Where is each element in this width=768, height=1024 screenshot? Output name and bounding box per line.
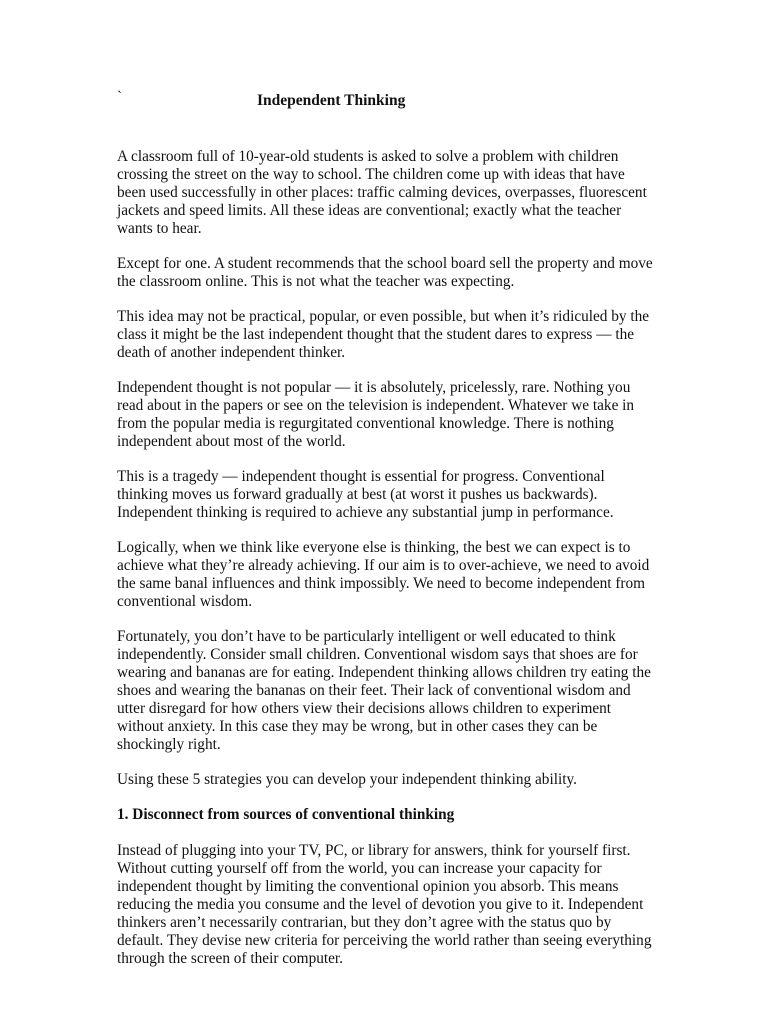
- section-heading-1: 1. Disconnect from sources of conventional thinking: [117, 806, 455, 823]
- stray-backtick: `: [117, 89, 122, 105]
- document-title: Independent Thinking: [257, 92, 406, 109]
- paragraph-not-popular: Independent thought is not popular — it is absolutely, pricelessly, rare. Nothing you read about in the papers or see on the television is independent. Whatever we take in from the popular media is regurgitated conventional knowledge. There is nothing independent about most of the world.: [117, 379, 635, 450]
- paragraph-ridiculed: This idea may not be practical, popular, or even possible, but when it’s ridiculed by the class it might be the last independent thought that the student dares to express — the death of another independent thinker.: [117, 308, 650, 361]
- document-body: [117, 148, 657, 985]
- paragraph-fortunately: Fortunately, you don’t have to be particularly intelligent or well educated to think independently. Consider small children. Conventional wisdom says that shoes are for wearing and bananas are for eating. Independent thinking allows children try eating the shoes and wearing the bananas on their feet. Their lack of conventional wisdom and utter disregard for how others view their decisions allows children to experiment without anxiety. In this case they may be wrong, but in other cases they can be shockingly right.: [117, 628, 651, 753]
- paragraph-intro: A classroom full of 10-year-old students is asked to solve a problem with children crossing the street on the way to school. The children come up with ideas that have been used successfully in other places: traffic calming devices, overpasses, fluorescent jackets and speed limits. All these ideas are conventional; exactly what the teacher wants to hear.: [117, 148, 647, 237]
- paragraph-tragedy: This is a tragedy — independent thought is essential for progress. Conventional thinking moves us forward gradually at best (at worst it pushes us backwards). Independent thinking is required to achieve any substantial jump in performance.: [117, 468, 614, 521]
- paragraph-except: Except for one. A student recommends that the school board sell the property and move the classroom online. This is not what the teacher was expecting.: [117, 255, 653, 290]
- paragraph-section-1: Instead of plugging into your TV, PC, or library for answers, think for yourself first. Without cutting yourself off from the world, you can increase your capacity for independent thought by limiting the conventional opinion you absorb. This means reducing the media you consume and the level of devotion you give to it. Independent thinkers aren’t necessarily contrarian, but they don’t agree with the status quo by default. They devise new criteria for perceiving the world rather than seeing everything through the screen of their computer.: [117, 842, 652, 967]
- paragraph-strategies: Using these 5 strategies you can develop your independent thinking ability.: [117, 771, 577, 788]
- paragraph-logically: Logically, when we think like everyone else is thinking, the best we can expect is to achieve what they’re already achieving. If our aim is to over-achieve, we need to avoid the same banal influences and think impossibly. We need to become independent from conventional wisdom.: [117, 539, 650, 610]
